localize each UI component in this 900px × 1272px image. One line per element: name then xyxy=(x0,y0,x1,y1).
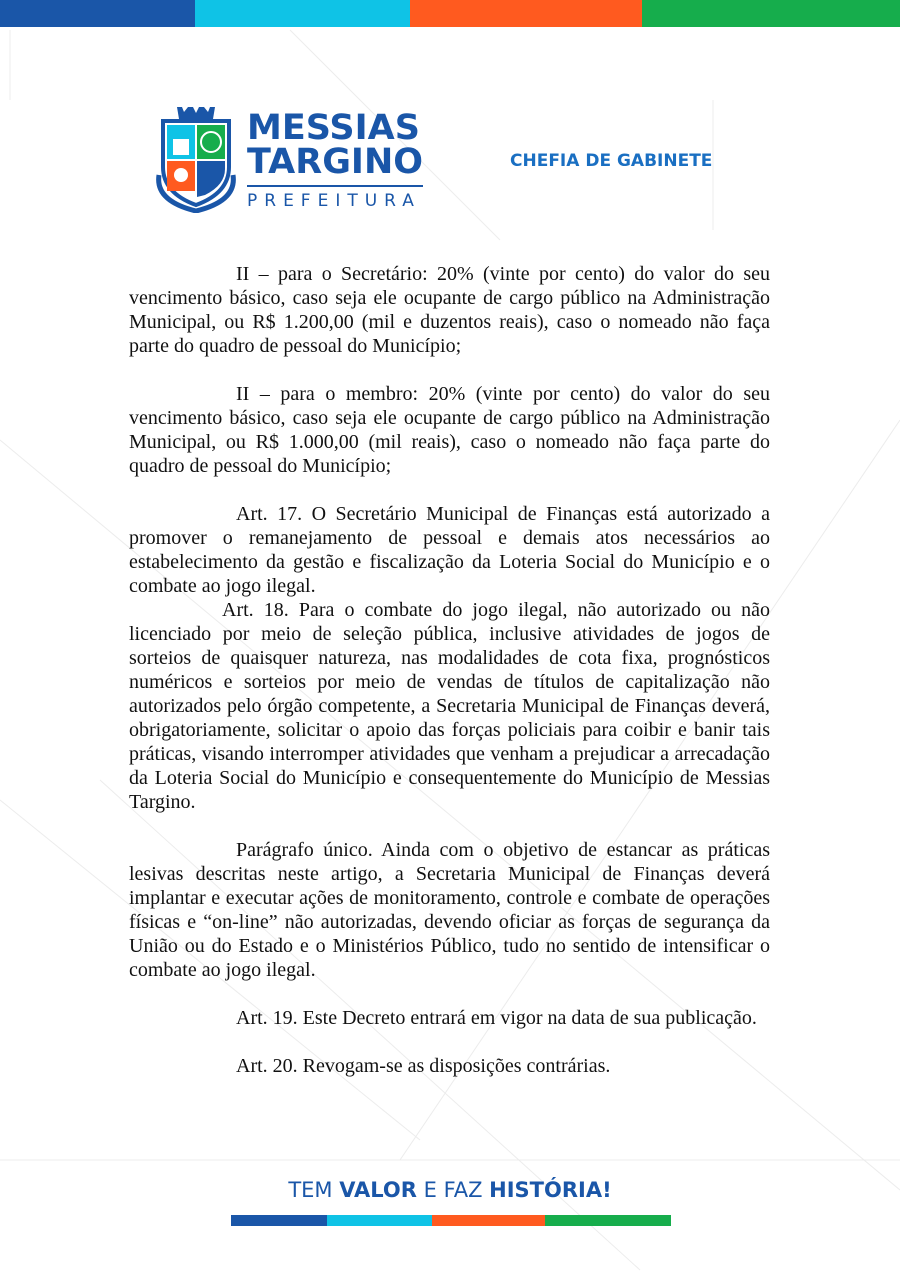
document-body xyxy=(129,262,770,1078)
municipal-crest-icon xyxy=(155,105,237,213)
slogan-part2: VALOR xyxy=(339,1178,417,1202)
bottom-bar-orange xyxy=(432,1215,545,1226)
brand-divider xyxy=(247,185,423,187)
bottom-color-bar xyxy=(231,1215,671,1226)
bottom-bar-cyan xyxy=(327,1215,432,1226)
bottom-bar-blue xyxy=(231,1215,327,1226)
paragraph-art-19: Art. 19. Este Decreto entrará em vigor na data de sua publicação. xyxy=(236,1007,757,1029)
brand-subtitle: PREFEITURA xyxy=(247,191,421,211)
paragraph-art-18: Art. 18. Para o combate do jogo ilegal, não autorizado ou não licenciado por meio de seleção pública, inclusive atividades de jogos de sorteios de quaisquer natureza, nas modalidades de cota fixa, prognósticos numéricos e sorteios por meio de vendas de títulos de capitalização não autorizados pelo órgão competente, a Secretaria Municipal de Finanças deverá, obrigatoriamente, solicitar o apoio das forças policiais para coibir e banir tais práticas, visando interromper atividades que venham a prejudicar a arrecadação da Loteria Social do Município e consequentemente do Município de Messias Targino. xyxy=(129,599,770,813)
slogan-part1: TEM xyxy=(288,1178,340,1202)
department-title: CHEFIA DE GABINETE xyxy=(510,151,713,171)
paragraph-art-20: Art. 20. Revogam-se as disposições contrárias. xyxy=(236,1055,611,1077)
brand-line2: TARGINO xyxy=(247,142,423,182)
brand-name xyxy=(247,108,423,182)
bottom-bar-green xyxy=(545,1215,671,1226)
paragraph-membro: II – para o membro: 20% (vinte por cento) do valor do seu vencimento básico, caso seja ele ocupante de cargo público na Administração Municipal, ou R$ 1.000,00 (mil reais), caso o nomeado não faça parte do quadro de pessoal do Município; xyxy=(129,383,770,477)
paragraph-art-17: Art. 17. O Secretário Municipal de Finanças está autorizado a promover o remanejamento de pessoal e demais atos necessários ao estabelecimento da gestão e fiscalização da Loteria Social do Município e o combate ao jogo ilegal. xyxy=(129,503,770,597)
paragraph-unico: Parágrafo único. Ainda com o objetivo de estancar as práticas lesivas descritas neste artigo, a Secretaria Municipal de Finanças deverá implantar e executar ações de monitoramento, controle e combate de operações físicas e “on-line” não autorizadas, devendo oficiar as forças de segurança da União ou do Estado e o Ministérios Público, tudo no sentido de intensificar o combate ao jogo ilegal. xyxy=(129,839,770,981)
letterhead xyxy=(155,105,755,215)
brand-line1: MESSIAS xyxy=(247,108,420,148)
paragraph-secretario: II – para o Secretário: 20% (vinte por cento) do valor do seu vencimento básico, caso seja ele ocupante de cargo público na Administração Municipal, ou R$ 1.200,00 (mil e duzentos reais), caso o nomeado não faça parte do quadro de pessoal do Município; xyxy=(129,263,770,357)
slogan-part3: E FAZ xyxy=(416,1178,490,1202)
footer-slogan xyxy=(0,1178,900,1202)
slogan-part4: HISTÓRIA! xyxy=(489,1178,612,1202)
